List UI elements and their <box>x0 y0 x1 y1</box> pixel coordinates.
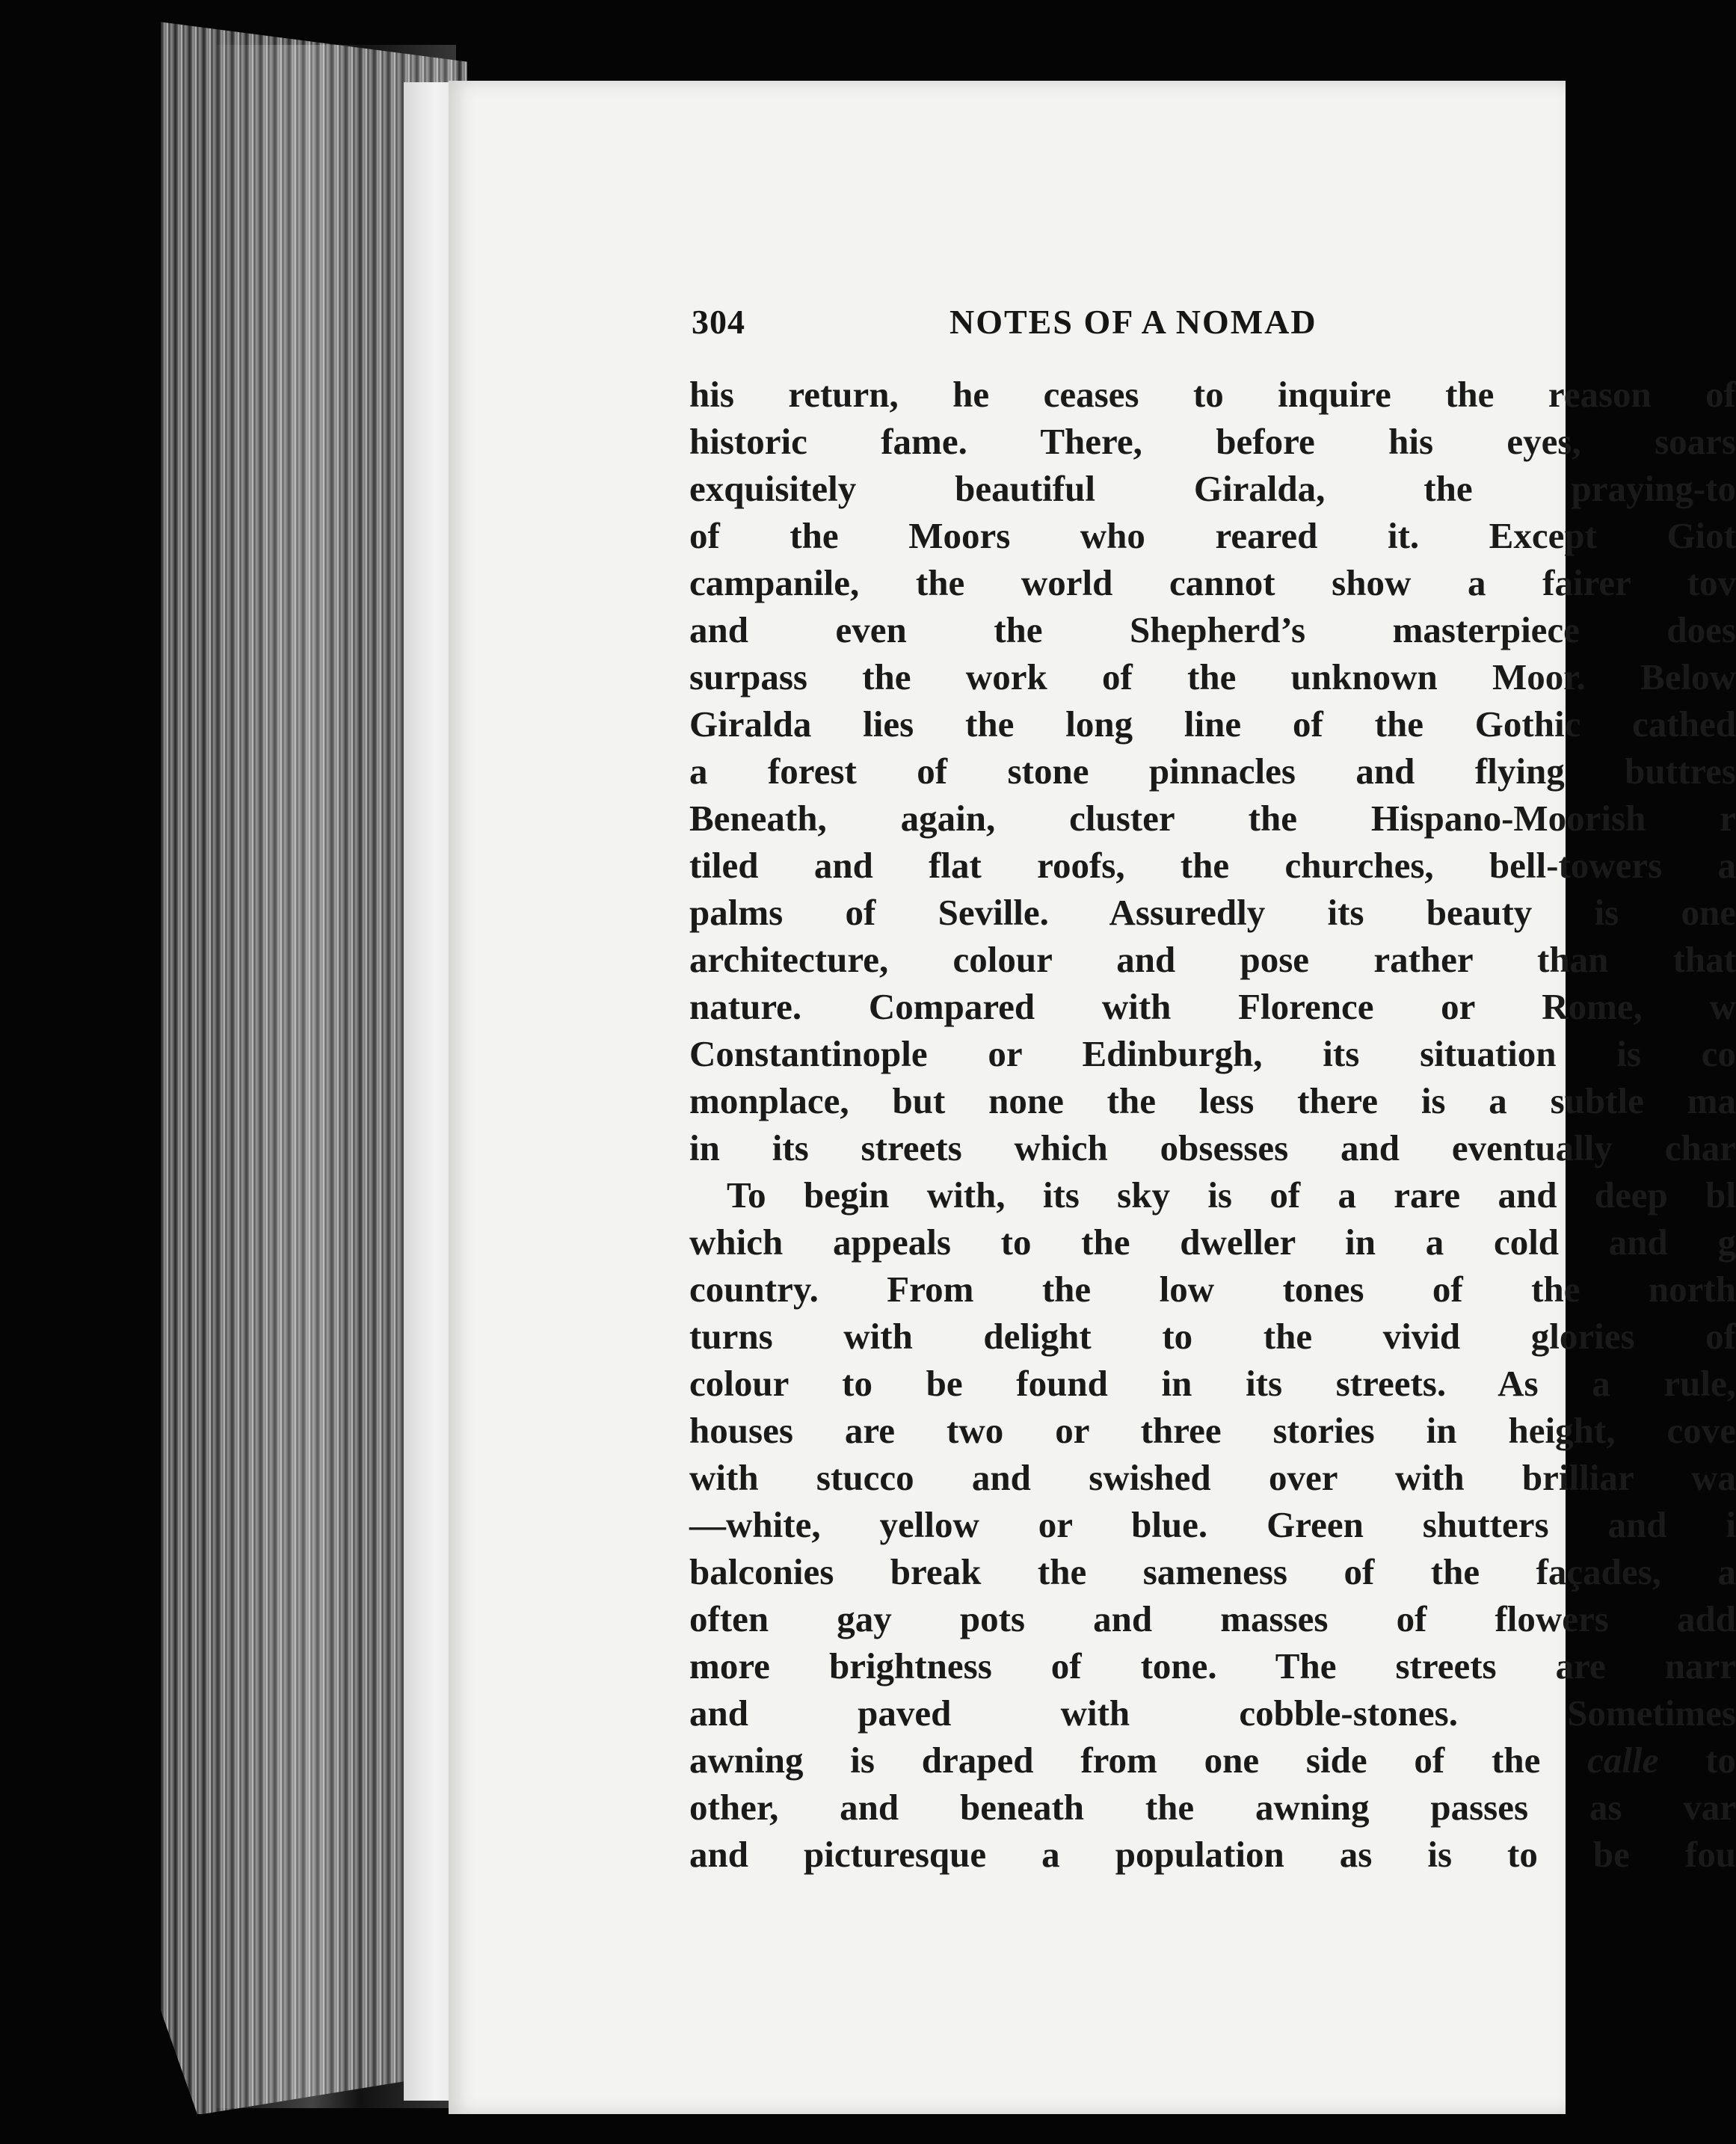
text-line: campanile, the world cannot show a fairer tov <box>689 562 1736 603</box>
text-line: nature. Compared with Florence or Rome, w <box>689 986 1736 1027</box>
text-line: awning is draped from one side of the calle to <box>689 1740 1736 1781</box>
italic-word: calle <box>1587 1740 1659 1781</box>
text-line: exquisitely beautiful Giralda, the praying-to <box>689 468 1736 509</box>
book-page <box>449 81 1736 2114</box>
text-line: turns with delight to the vivid glories of <box>689 1316 1736 1357</box>
text-line: Giralda lies the long line of the Gothic cathed <box>689 703 1736 745</box>
text-line: balconies break the sameness of the façades, a <box>689 1551 1736 1592</box>
text-line: palms of Seville. Assuredly its beauty is one <box>689 892 1736 933</box>
paragraph-start-line: To begin with, its sky is of a rare and deep bl <box>727 1174 1736 1216</box>
scan-bottom-border <box>0 2114 1566 2144</box>
text-line: tiled and flat roofs, the churches, bell-towers a <box>689 845 1736 886</box>
text-line: country. From the low tones of the north <box>689 1269 1736 1310</box>
text-line: with stucco and swished over with brilliar wa <box>689 1457 1736 1498</box>
text-line: architecture, colour and pose rather than that <box>689 939 1736 980</box>
text-line: which appeals to the dweller in a cold and g <box>689 1222 1736 1263</box>
text-line: Beneath, again, cluster the Hispano-Moorish r <box>689 798 1736 839</box>
text-line: monplace, but none the less there is a subtle ma <box>689 1080 1736 1121</box>
text-line: in its streets which obsesses and eventually char <box>689 1127 1736 1168</box>
page-number: 304 <box>692 303 745 341</box>
running-head <box>692 302 1663 354</box>
text-line: and paved with cobble-stones. Sometimes <box>689 1692 1736 1734</box>
body-text <box>689 371 1736 1878</box>
text-line: colour to be found in its streets. As a rule, <box>689 1363 1736 1404</box>
text-line: —white, yellow or blue. Green shutters and i <box>689 1504 1736 1545</box>
text-line: more brightness of tone. The streets are narr <box>689 1645 1736 1686</box>
running-title: NOTES OF A NOMAD <box>949 303 1317 341</box>
text-line: a forest of stone pinnacles and flying buttres <box>689 751 1736 792</box>
text-line: his return, he ceases to inquire the reason of <box>689 374 1736 415</box>
text-line: of the Moors who reared it. Except Giot <box>689 515 1736 556</box>
text-line: Constantinople or Edinburgh, its situation is co <box>689 1033 1736 1074</box>
text-line: houses are two or three stories in height, cove <box>689 1410 1736 1451</box>
text-line: and even the Shepherd’s masterpiece does <box>689 609 1736 650</box>
text-line: and picturesque a population as is to be fou <box>689 1834 1736 1875</box>
text-line: surpass the work of the unknown Moor. Below <box>689 656 1736 697</box>
text-line: often gay pots and masses of flowers add <box>689 1598 1736 1639</box>
text-line: other, and beneath the awning passes as var <box>689 1787 1736 1828</box>
text-line: historic fame. There, before his eyes, soars <box>689 421 1736 462</box>
